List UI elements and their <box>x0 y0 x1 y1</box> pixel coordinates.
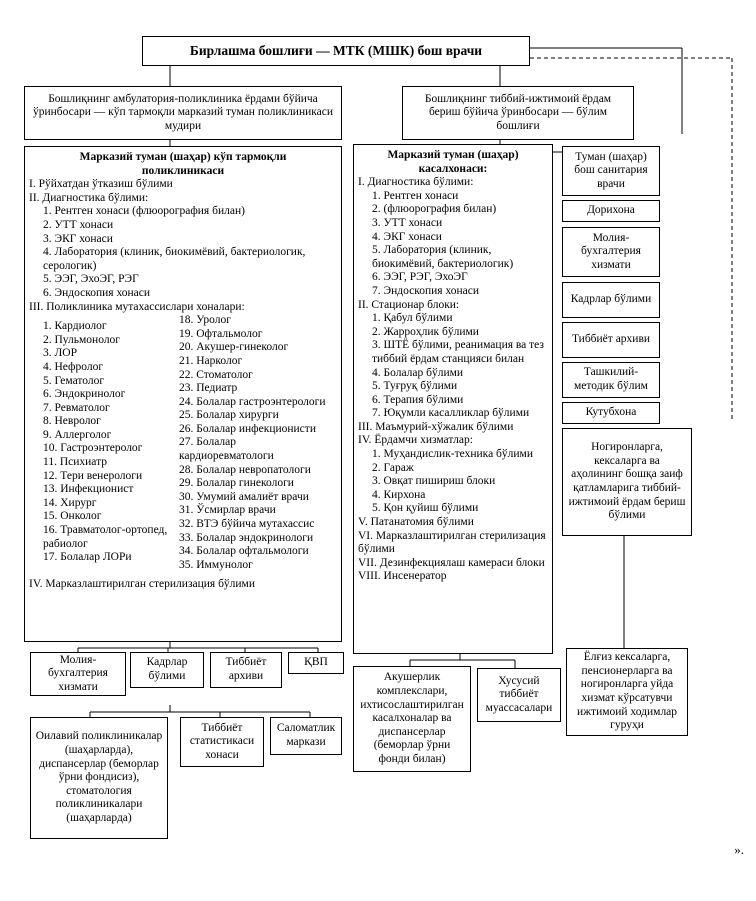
list-item: 17. Болалар ЛОРи <box>43 551 132 564</box>
health-center: Саломатлик маркази <box>270 717 342 755</box>
list-item: 7. Юқумли касалликлар бўлими <box>372 407 530 420</box>
list-item: 35. Иммунолог <box>179 558 253 571</box>
list-item: 4. Нефролог <box>43 360 104 373</box>
list-item: 1. Кардиолог <box>43 320 107 333</box>
deputy-social: Бошлиқнинг тиббий-ижтимоий ёрдам бериш бўйича ўринбосари — бўлим бошлиғи <box>402 86 634 140</box>
poly-section-diagnostics: II. Диагностика бўлими: <box>29 191 149 204</box>
hosp-section-inpatient: II. Стационар блоки: <box>358 298 460 311</box>
deputy-ambulatory: Бошлиқнинг амбулатория-поликлиника ёрдами бўйича ўринбосари — кўп тармоқли марказий туман поликлиникаси мудири <box>24 86 342 140</box>
list-item: 3. Овқат пишириш блоки <box>372 475 496 488</box>
hosp-section-disinfection: VII. Дезинфекциялаш камераси блоки <box>358 556 545 569</box>
list-item: 1. Рентген хонаси <box>372 189 459 202</box>
list-item: 14. Хирург <box>43 496 97 509</box>
list-item: 20. Акушер-гинеколог <box>179 341 289 354</box>
list-item: 10. Гастроэнтеролог <box>43 442 143 455</box>
list-item: 4. Лаборатория (клиник, биокимёвий, бактериологик, серологик) <box>43 246 306 272</box>
list-item: 3. УТТ хонаси <box>372 216 443 229</box>
list-item: 7. Эндоскопия хонаси <box>372 284 480 297</box>
side-sanitary-doctor: Туман (шаҳар) бош санитария врачи <box>562 146 660 196</box>
list-item: 32. ВТЭ бўйича мутахассис <box>179 518 315 531</box>
closing-quote: ». <box>734 842 744 857</box>
poly-finance: Молия-бухгалтерия хизмати <box>30 652 126 696</box>
list-item: 4. Кирхона <box>372 488 426 501</box>
list-item: 22. Стоматолог <box>179 368 253 381</box>
list-item: 5. Лаборатория (клиник, биокимёвий, бактериологик) <box>372 244 514 270</box>
list-item: 6. ЭЭГ, РЭГ, ЭхоЭГ <box>372 271 468 284</box>
list-item: 21. Нарколог <box>179 354 243 367</box>
list-item: 11. Психиатр <box>43 456 108 469</box>
lonely-elderly-group: Ёлғиз кексаларга, пенсионерларга ва ногиронларга уйда хизмат кўрсатувчи ижтимоий ходимлар гуруҳи <box>566 648 688 736</box>
list-item: 6. Эндокринолог <box>43 388 126 401</box>
list-item: 8. Невролог <box>43 415 101 428</box>
list-item: 3. ЭКГ хонаси <box>43 232 113 245</box>
list-item: 2. (флюорография билан) <box>372 203 497 216</box>
list-item: 2. Жарроҳлик бўлими <box>372 325 479 338</box>
side-archive: Тиббиёт архиви <box>562 322 660 358</box>
list-item: 5. Туғруқ бўлими <box>372 380 458 393</box>
side-hr: Кадрлар бўлими <box>562 282 660 318</box>
list-item: 19. Офтальмолог <box>179 327 263 340</box>
list-item: 9. Аллерголог <box>43 428 112 441</box>
list-item: 5. Қон қуйиш бўлими <box>372 502 479 515</box>
side-library: Кутубхона <box>562 402 660 424</box>
central-polyclinic <box>24 146 342 642</box>
hosp-section-diagnostics: I. Диагностика бўлими: <box>358 176 474 189</box>
obstetric-complexes: Акушерлик комплекслари, ихтисослаштирилган касалхоналар ва диспансерлар (беморлар ўрни фонди билан) <box>353 666 471 772</box>
list-item: 13. Инфекционист <box>43 483 134 496</box>
list-item: 31. Ўсмирлар врачи <box>179 504 276 517</box>
list-item: 15. Онколог <box>43 510 102 523</box>
poly-section-specialists: III. Поликлиника мутахассислари хоналари: <box>29 300 245 313</box>
list-item: 25. Болалар хирурги <box>179 409 279 422</box>
list-item: 6. Терапия бўлими <box>372 393 464 406</box>
list-item: 3. ЛОР <box>43 347 78 360</box>
list-item: 6. Эндоскопия хонаси <box>43 286 151 299</box>
specialist-column-left <box>29 314 179 572</box>
side-finance: Молия-бухгалтерия хизмати <box>562 227 660 277</box>
list-item: 4. Болалар бўлими <box>372 366 464 379</box>
list-item: 24. Болалар гастроэнтерологи <box>179 395 326 408</box>
list-item: 16. Травматолог-ортопед, рабиолог <box>43 524 168 550</box>
list-item: 30. Умумий амалиёт врачи <box>179 490 309 503</box>
list-item: 33. Болалар эндокринологи <box>179 531 314 544</box>
hosp-section-incinerator: VIII. Инсенератор <box>358 570 447 583</box>
hospital-title: Марказий туман (шаҳар) касалхонаси: <box>387 149 519 175</box>
list-item: 5. Гематолог <box>43 374 105 387</box>
list-item: 1. Рентген хонаси (флюорография билан) <box>43 205 245 218</box>
hosp-section-sterilization: VI. Марказлаштирилган стерилизация бўлими <box>358 529 546 556</box>
list-item: 2. УТТ хонаси <box>43 218 114 231</box>
list-item: 2. Гараж <box>372 461 414 474</box>
polyclinic-title: Марказий туман (шаҳар) кўп тармоқли поликлиникаси <box>79 151 287 177</box>
poly-qvp: ҚВП <box>288 652 344 674</box>
list-item: 26. Болалар инфекционисти <box>179 422 316 435</box>
central-hospital <box>353 144 553 654</box>
list-item: 5. ЭЭГ, ЭхоЭГ, РЭГ <box>43 273 139 286</box>
list-item: 29. Болалар гинекологи <box>179 477 294 490</box>
list-item: 27. Болалар кардиоревматологи <box>179 436 274 463</box>
list-item: 4. ЭКГ хонаси <box>372 230 442 243</box>
poly-section-sterilization: IV. Марказлаштирилган стерилизация бўлими <box>29 578 255 591</box>
private-clinics: Хусусий тиббиёт муассасалари <box>477 668 561 722</box>
specialist-columns <box>29 314 337 572</box>
side-methodical: Ташкилий-методик бўлим <box>562 362 660 398</box>
hosp-section-auxiliary: IV. Ёрдамчи хизматлар: <box>358 434 473 447</box>
list-item: 34. Болалар офтальмологи <box>179 545 309 558</box>
list-item: 1. Муҳандислик-техника бўлими <box>372 448 533 461</box>
list-item: 1. Қабул бўлими <box>372 312 453 325</box>
list-item: 23. Педиатр <box>179 382 238 395</box>
list-item: 18. Уролог <box>179 314 231 327</box>
head-of-association: Бирлашма бошлиғи — МТК (МШК) бош врачи <box>142 36 530 66</box>
list-item: 12. Тери венерологи <box>43 469 143 482</box>
hosp-section-pathology: V. Патанатомия бўлими <box>358 516 474 529</box>
specialist-column-right <box>179 314 337 572</box>
poly-section-registration: I. Рўйхатдан ўтказиш бўлими <box>29 178 173 191</box>
list-item: 28. Болалар невропатологи <box>179 463 311 476</box>
list-item: 2. Пульмонолог <box>43 333 121 346</box>
poly-archive: Тиббиёт архиви <box>210 652 282 688</box>
list-item: 3. ШТЁ бўлими, реанимация ва тез тиббий ёрдам станцияси билан <box>372 339 544 365</box>
medical-statistics-room: Тиббиёт статистикаси хонаси <box>180 717 264 767</box>
hosp-section-admin: III. Маъмурий-хўжалик бўлими <box>358 420 514 433</box>
poly-hr: Кадрлар бўлими <box>130 652 204 688</box>
side-pharmacy: Дорихона <box>562 200 660 222</box>
family-polyclinics: Оилавий поликлиникалар (шаҳарларда), диспансерлар (беморлар ўрни фондисиз), стоматология поликлиникалари (шаҳарларда) <box>30 717 168 839</box>
list-item: 7. Ревматолог <box>43 401 110 414</box>
social-care-department: Ногиронларга, кексаларга ва аҳолининг бошқа заиф қатламларига тиббий-ижтимоий ёрдам бериш бўлими <box>562 428 692 536</box>
